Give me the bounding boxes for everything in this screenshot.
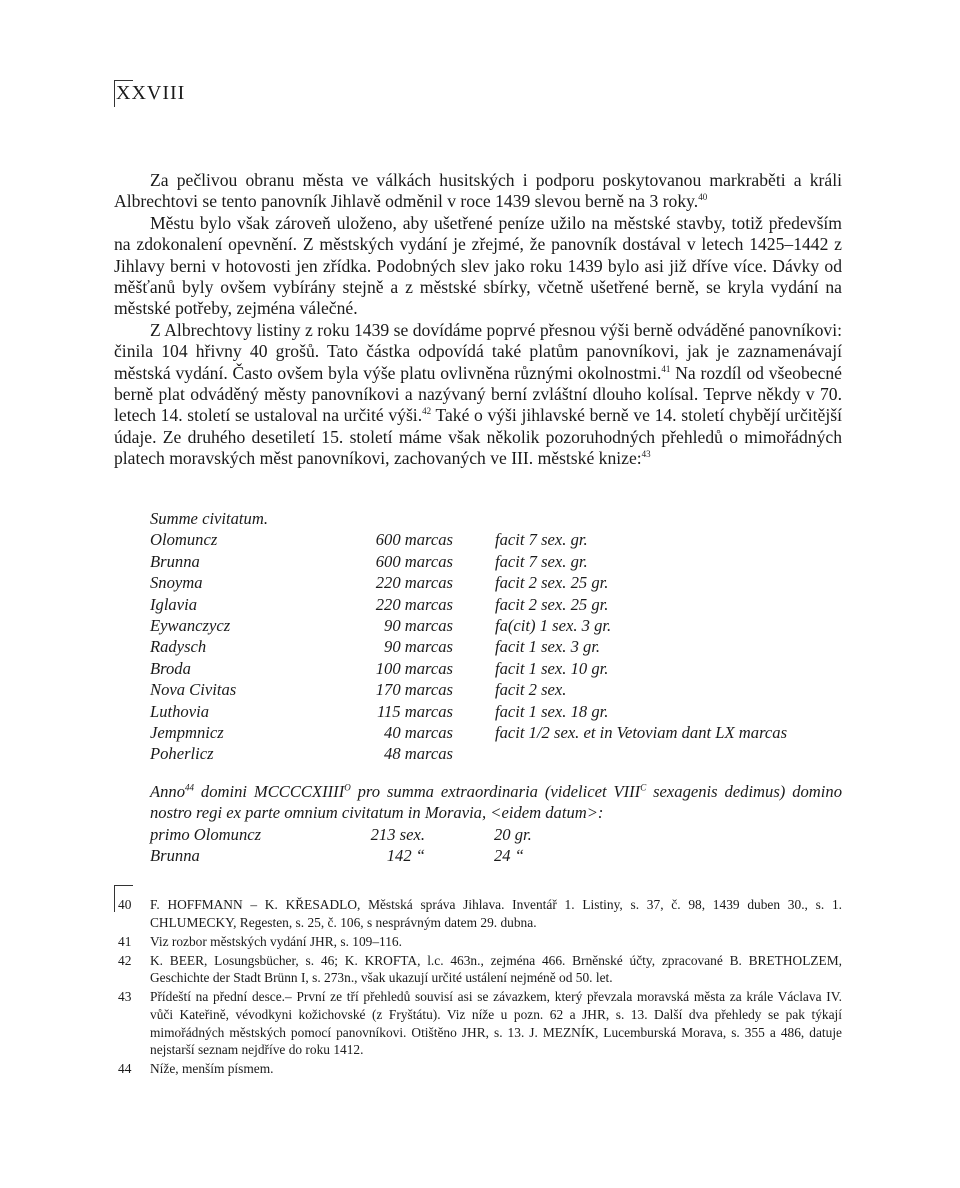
ledger-amount: 600 marcas xyxy=(375,551,453,571)
footnote-ref-43[interactable]: 43 xyxy=(641,449,651,460)
ledger-city: Jempmnicz xyxy=(150,722,224,742)
ledger-row xyxy=(150,594,850,615)
ledger-note: facit 7 sex. gr. xyxy=(495,530,588,550)
ledger-city: Luthovia xyxy=(150,701,210,721)
superscript-o: O xyxy=(344,782,351,793)
ledger-summe-civitatum xyxy=(150,508,850,765)
ledger-row xyxy=(150,679,850,700)
footnote-number: 40 xyxy=(118,897,132,912)
ledger-amount: 90 marcas xyxy=(384,637,453,657)
ledger-city: Brunna xyxy=(150,551,200,571)
footnote-text: Přídeští na přední desce.– První ze tří přehledů souvisí asi se závazkem, který převzala moravská města za krále Václava IV. vůči Kateřině, vévodkyni kožichovské (z Fryštátu). Viz níže u pozn. 62 a JHR, s. 13. Další dva přehledy se pak týkají mimořádných městských pomocí panovníkovi. Otištěno JHR, s. 13. J. MEZNÍK, Lucemburská Morava, s. 355 a 486, datuje nejstarší seznam nejdříve do roku 1412. xyxy=(150,989,842,1058)
ledger-city: Radysch xyxy=(150,637,207,657)
footnote-text: K. BEER, Losungsbücher, s. 46; K. KROFTA, l.c. 463n., zejména 466. Brněnské účty, zpracované B. BRETHOLZEM, Geschichte der Stadt Brünn I, s. 273n., však ukazují určité ustálení nejméně od 50. let. xyxy=(150,952,842,986)
paragraph-2: Městu bylo však zároveň uloženo, aby ušetřené peníze užilo na městské stavby, totiž především na zdokonalení opevnění. Z městských vydání je zřejmé, že panovník dostával v letech 1425–1442 z Jihlavy berni v hotovosti jen zřídka. Podobných slev jako roku 1439 bylo asi již dříve více. Dávky od měšťanů byly ovšem vybírány stejně a z městské sbírky, včetně ušetřené berně, se kryla vydání na městské potřeby, zejména válečné. xyxy=(114,212,842,319)
ledger-note: facit 1 sex. 3 gr. xyxy=(495,637,601,657)
footnote-ref-41[interactable]: 41 xyxy=(661,363,671,374)
ledger-row xyxy=(150,551,850,572)
ledger-amount: 115 marcas xyxy=(376,701,453,721)
footnote-ref-40[interactable]: 40 xyxy=(698,192,708,203)
ledger-row xyxy=(150,722,850,743)
ledger-note: facit 1/2 sex. et in Vetoviam dant LX marcas xyxy=(495,722,788,742)
anno-paragraph: Anno$^{44}$ domini MCCCCXIIII$^O$ pro summa extraordinaria (videlicet VIII$^C$ sexagenis dedimus) domino nostro regi ex parte omnium civitatum in Moravia, <eidem datum>: xyxy=(150,782,842,823)
ledger-amount: 220 marcas xyxy=(375,573,453,593)
ledger-note: facit 7 sex. gr. xyxy=(495,551,588,571)
ledger-city: Eywanczycz xyxy=(150,615,231,635)
ledger-city: Nova Civitas xyxy=(150,680,237,700)
main-text xyxy=(114,170,842,470)
ledger-note: facit 1 sex. 10 gr. xyxy=(495,658,609,678)
paragraph-1: Za pečlivou obranu města ve válkách husitských i podporu poskytovanou markraběti a králi Albrechtovi se tento panovník Jihlavě odměnil v roce 1439 slevou berně na 3 roky.$^{40}$ xyxy=(114,170,842,212)
ledger-city: Iglavia xyxy=(150,594,198,614)
anno-sex: 142 “ xyxy=(386,846,425,866)
footnote-number: 41 xyxy=(118,933,132,949)
anno-sex: 213 sex. xyxy=(370,825,425,844)
ledger-amount: 48 marcas xyxy=(384,744,453,764)
ledger-note: facit 2 sex. xyxy=(495,680,567,700)
footnote-text: F. HOFFMANN – K. KŘESADLO, Městská správa Jihlava. Inventář 1. Listiny, s. 37, č. 98, 1439 duben 30., s. 1. CHLUMECKY, Regesten, s. 25, č. 106, s nesprávným datem 29. dubna. xyxy=(150,897,842,930)
ledger-note xyxy=(495,743,850,764)
ledger-note: fa(cit) 1 sex. 3 gr. xyxy=(495,615,612,635)
footnote-number: 43 xyxy=(118,989,132,1005)
ledger-city: Poherlicz xyxy=(150,744,214,764)
ledger-amount: 220 marcas xyxy=(375,594,453,614)
ledger-row xyxy=(150,529,850,550)
ledger-note: facit 2 sex. 25 gr. xyxy=(495,594,609,614)
ledger-amount: 170 marcas xyxy=(375,680,453,700)
ledger-row xyxy=(150,658,850,679)
ledger-row xyxy=(150,636,850,657)
page-number: XXVIII xyxy=(116,82,186,104)
anno-row xyxy=(150,845,650,866)
ledger-amount: 40 marcas xyxy=(384,722,453,742)
ledger-amount: 100 marcas xyxy=(375,658,453,678)
ledger-note: facit 2 sex. 25 gr. xyxy=(495,573,609,593)
anno-gr: 20 gr. xyxy=(494,825,532,844)
anno-table xyxy=(150,824,650,867)
anno-city: Brunna xyxy=(150,846,200,866)
ledger-row xyxy=(150,701,850,722)
anno-gr: 24 “ xyxy=(494,846,524,866)
ledger-note: facit 1 sex. 18 gr. xyxy=(495,701,609,721)
footnote xyxy=(114,933,842,951)
footnote-number: 42 xyxy=(118,952,132,968)
ledger-row xyxy=(150,743,850,764)
ledger-city: Broda xyxy=(150,658,191,678)
ledger-city: Olomuncz xyxy=(150,530,218,550)
footnote xyxy=(114,952,842,987)
paragraph-3: Z Albrechtovy listiny z roku 1439 se dovídáme poprvé přesnou výši berně odváděné panovníkovi: činila 104 hřivny 40 grošů. Tato částka odpovídá také platům panovníkovi, jak je zaznamenávají městská vydání. Často ovšem byla výše platu ovlivněna různými okolnostmi.$^{41}$ Na rozdíl od všeobecné berně plat odváděný městy panovníkovi a nazývaný berní zvláštní dlouho kolísal. Teprve někdy v 70. letech 14. století se ustaloval na určité výši.$^{42}$ Také o výši jihlavské berně ve 14. století chybějí určitější údaje. Ze druhého desetiletí 15. století máme však několik pozoruhodných přehledů o mimořádných platech moravských měst panovníkovi, zachovaných ve III. městské knize:$^{43}$ xyxy=(114,319,842,469)
ledger-amount: 90 marcas xyxy=(384,615,453,635)
ledger-city: Snoyma xyxy=(150,573,203,593)
superscript-c: C xyxy=(640,782,647,793)
ledger-row xyxy=(150,572,850,593)
footnote xyxy=(114,988,842,1058)
ledger-amount: 600 marcas xyxy=(375,530,453,550)
footnote-ref-44[interactable]: 44 xyxy=(185,782,195,793)
anno-city: primo Olomuncz xyxy=(150,825,262,844)
footnote xyxy=(114,896,842,931)
footnotes xyxy=(114,896,842,1079)
footnote-text: Viz rozbor městských vydání JHR, s. 109–116. xyxy=(150,933,402,949)
ledger-heading: Summe civitatum. xyxy=(150,509,268,528)
footnote-text: Níže, menším písmem. xyxy=(150,1061,274,1077)
anno-row xyxy=(150,824,650,845)
footnote-number: 44 xyxy=(118,1061,132,1077)
footnote xyxy=(114,1060,842,1078)
footnote-ref-42[interactable]: 42 xyxy=(422,406,432,417)
ledger-row xyxy=(150,615,850,636)
